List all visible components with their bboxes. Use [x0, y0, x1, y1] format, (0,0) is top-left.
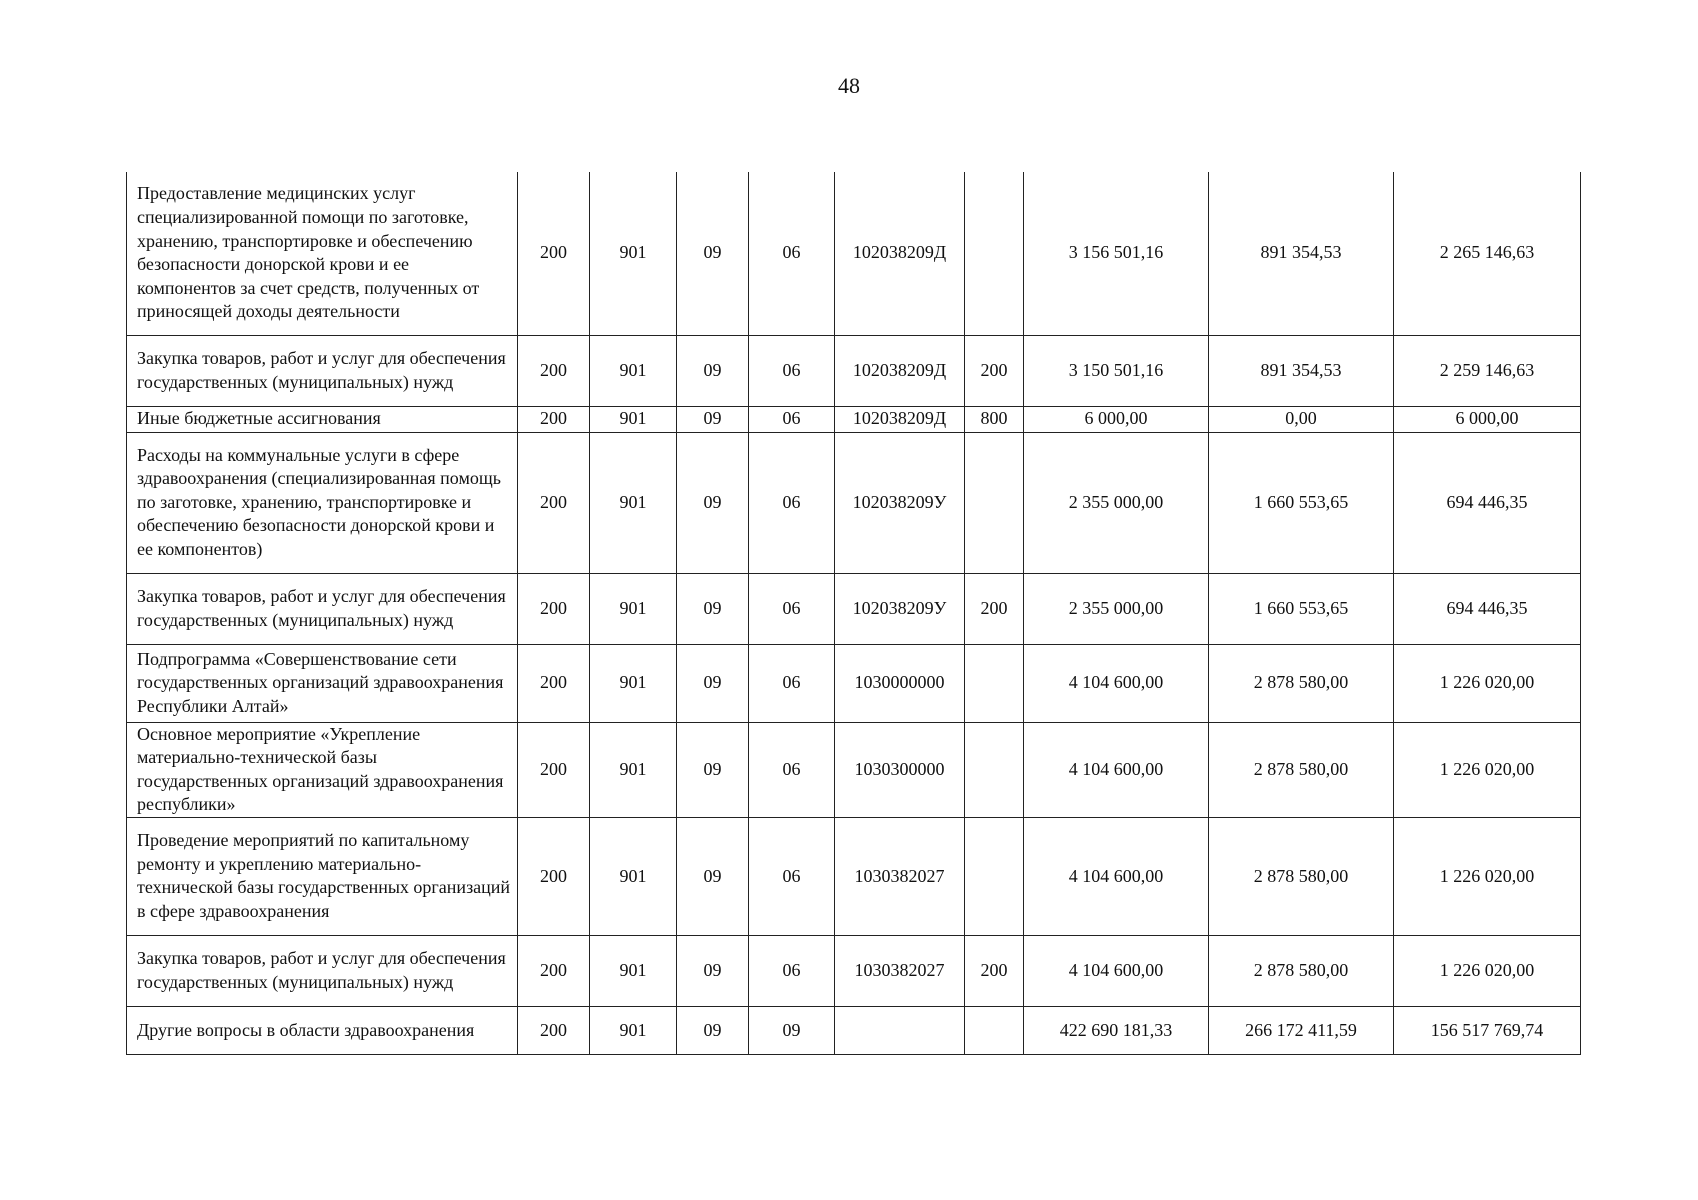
table-row: [127, 172, 1581, 335]
cell-code: 102038209Д: [835, 335, 965, 406]
cell-executed: 1 660 553,65: [1209, 432, 1394, 573]
cell-c2: 901: [590, 935, 677, 1006]
cell-c1: 200: [518, 573, 590, 644]
cell-remaining: 1 226 020,00: [1394, 722, 1581, 817]
cell-c3: 09: [677, 722, 749, 817]
cell-c3: 09: [677, 1006, 749, 1054]
cell-code: 102038209У: [835, 573, 965, 644]
cell-approved: 6 000,00: [1024, 406, 1209, 432]
cell-c4: 06: [749, 172, 835, 335]
cell-c3: 09: [677, 172, 749, 335]
cell-vr: [965, 817, 1024, 935]
cell-c2: 901: [590, 406, 677, 432]
cell-c2: 901: [590, 573, 677, 644]
cell-approved: 4 104 600,00: [1024, 935, 1209, 1006]
cell-c3: 09: [677, 335, 749, 406]
cell-c4: 06: [749, 573, 835, 644]
cell-c3: 09: [677, 432, 749, 573]
row-name: Закупка товаров, работ и услуг для обеспечения государственных (муниципальных) нужд: [127, 335, 518, 406]
cell-vr: [965, 172, 1024, 335]
cell-remaining: 1 226 020,00: [1394, 644, 1581, 722]
cell-remaining: 156 517 769,74: [1394, 1006, 1581, 1054]
cell-remaining: 694 446,35: [1394, 432, 1581, 573]
cell-c4: 06: [749, 935, 835, 1006]
cell-code: 1030382027: [835, 817, 965, 935]
cell-code: 102038209Д: [835, 172, 965, 335]
cell-c1: 200: [518, 432, 590, 573]
cell-c1: 200: [518, 172, 590, 335]
cell-vr: [965, 644, 1024, 722]
row-name: Предоставление медицинских услуг специализированной помощи по заготовке, хранению, транспортировке и обеспечению безопасности донорской крови и ее компонентов за счет средств, полученных от приносящей доходы деятельности: [127, 172, 518, 335]
cell-vr: [965, 432, 1024, 573]
row-name: Подпрограмма «Совершенствование сети государственных организаций здравоохранения Республики Алтай»: [127, 644, 518, 722]
table-row: [127, 935, 1581, 1006]
cell-c4: 06: [749, 817, 835, 935]
row-name: Закупка товаров, работ и услуг для обеспечения государственных (муниципальных) нужд: [127, 935, 518, 1006]
cell-code: [835, 1006, 965, 1054]
cell-executed: 2 878 580,00: [1209, 644, 1394, 722]
cell-c3: 09: [677, 406, 749, 432]
cell-c1: 200: [518, 722, 590, 817]
cell-remaining: 1 226 020,00: [1394, 935, 1581, 1006]
cell-c3: 09: [677, 817, 749, 935]
cell-remaining: 2 259 146,63: [1394, 335, 1581, 406]
cell-c4: 09: [749, 1006, 835, 1054]
cell-executed: 891 354,53: [1209, 172, 1394, 335]
cell-code: 1030000000: [835, 644, 965, 722]
table-row: [127, 1006, 1581, 1054]
cell-executed: 1 660 553,65: [1209, 573, 1394, 644]
table-row: [127, 817, 1581, 935]
cell-code: 1030382027: [835, 935, 965, 1006]
cell-vr: 200: [965, 335, 1024, 406]
cell-c4: 06: [749, 335, 835, 406]
table-row: [127, 722, 1581, 817]
cell-c2: 901: [590, 1006, 677, 1054]
cell-approved: 4 104 600,00: [1024, 817, 1209, 935]
cell-code: 102038209Д: [835, 406, 965, 432]
cell-c2: 901: [590, 172, 677, 335]
cell-c3: 09: [677, 935, 749, 1006]
cell-c3: 09: [677, 573, 749, 644]
budget-table: [126, 172, 1581, 1055]
cell-c1: 200: [518, 644, 590, 722]
cell-c1: 200: [518, 1006, 590, 1054]
cell-vr: [965, 1006, 1024, 1054]
table-row: [127, 573, 1581, 644]
cell-executed: 2 878 580,00: [1209, 935, 1394, 1006]
cell-remaining: 6 000,00: [1394, 406, 1581, 432]
cell-approved: 4 104 600,00: [1024, 722, 1209, 817]
cell-executed: 2 878 580,00: [1209, 722, 1394, 817]
table-row: [127, 335, 1581, 406]
cell-code: 102038209У: [835, 432, 965, 573]
cell-c1: 200: [518, 335, 590, 406]
budget-table-body: [127, 172, 1581, 1054]
cell-c4: 06: [749, 432, 835, 573]
cell-executed: 891 354,53: [1209, 335, 1394, 406]
cell-approved: 2 355 000,00: [1024, 573, 1209, 644]
cell-c3: 09: [677, 644, 749, 722]
cell-approved: 3 150 501,16: [1024, 335, 1209, 406]
cell-vr: 200: [965, 935, 1024, 1006]
row-name: Иные бюджетные ассигнования: [127, 406, 518, 432]
row-name: Другие вопросы в области здравоохранения: [127, 1006, 518, 1054]
cell-approved: 2 355 000,00: [1024, 432, 1209, 573]
cell-c2: 901: [590, 432, 677, 573]
cell-c1: 200: [518, 935, 590, 1006]
cell-executed: 2 878 580,00: [1209, 817, 1394, 935]
cell-code: 1030300000: [835, 722, 965, 817]
cell-vr: [965, 722, 1024, 817]
table-row: [127, 406, 1581, 432]
page-number: 48: [838, 73, 860, 98]
cell-executed: 0,00: [1209, 406, 1394, 432]
cell-c1: 200: [518, 817, 590, 935]
cell-c4: 06: [749, 406, 835, 432]
row-name: Закупка товаров, работ и услуг для обеспечения государственных (муниципальных) нужд: [127, 573, 518, 644]
cell-remaining: 1 226 020,00: [1394, 817, 1581, 935]
row-name: Расходы на коммунальные услуги в сфере здравоохранения (специализированная помощь по заготовке, хранению, транспортировке и обеспечению безопасности донорской крови и ее компонентов): [127, 432, 518, 573]
table-row: [127, 432, 1581, 573]
cell-executed: 266 172 411,59: [1209, 1006, 1394, 1054]
cell-c4: 06: [749, 722, 835, 817]
cell-c2: 901: [590, 817, 677, 935]
row-name: Проведение мероприятий по капитальному ремонту и укреплению материально-технической базы государственных организаций в сфере здравоохранения: [127, 817, 518, 935]
cell-vr: 800: [965, 406, 1024, 432]
cell-remaining: 694 446,35: [1394, 573, 1581, 644]
cell-vr: 200: [965, 573, 1024, 644]
table-row: [127, 644, 1581, 722]
cell-c2: 901: [590, 722, 677, 817]
cell-remaining: 2 265 146,63: [1394, 172, 1581, 335]
cell-c2: 901: [590, 335, 677, 406]
cell-approved: 4 104 600,00: [1024, 644, 1209, 722]
cell-c2: 901: [590, 644, 677, 722]
cell-c4: 06: [749, 644, 835, 722]
cell-c1: 200: [518, 406, 590, 432]
row-name: Основное мероприятие «Укрепление материально-технической базы государственных организаций здравоохранения республики»: [127, 722, 518, 817]
cell-approved: 422 690 181,33: [1024, 1006, 1209, 1054]
cell-approved: 3 156 501,16: [1024, 172, 1209, 335]
